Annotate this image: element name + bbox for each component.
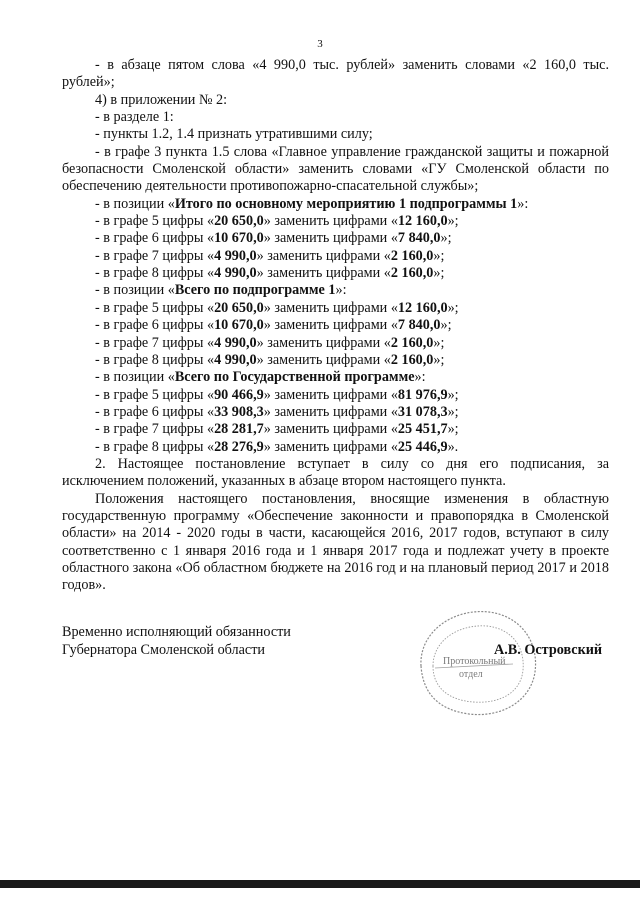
change-text: - в графе 7 цифры «: [95, 421, 215, 438]
change-text: » заменить цифрами «: [263, 403, 398, 420]
change-text: » заменить цифрами «: [263, 438, 398, 455]
change-text: - в графе 5 цифры «: [95, 386, 215, 403]
new-value: 31 078,3: [397, 403, 448, 420]
change-text: »;: [433, 247, 445, 264]
change-list-3: [62, 387, 609, 456]
stamp-text: отдел: [459, 669, 483, 680]
old-value: 90 466,9: [214, 386, 264, 403]
old-value: 4 990,0: [214, 265, 257, 282]
change-text: »;: [447, 421, 459, 438]
change-text: - в графе 6 цифры «: [95, 230, 215, 247]
change-line: [62, 387, 609, 404]
change-line: [62, 352, 609, 369]
new-value: 81 976,9: [397, 386, 448, 403]
official-stamp: [403, 602, 543, 720]
old-value: 4 990,0: [214, 247, 257, 264]
new-value: 7 840,0: [397, 317, 441, 334]
old-value: 33 908,3: [214, 403, 264, 420]
change-line: [62, 439, 609, 456]
change-text: » заменить цифрами «: [256, 334, 391, 351]
change-line: [62, 300, 609, 317]
old-value: 4 990,0: [214, 351, 257, 368]
change-line: [62, 317, 609, 334]
paragraph: рублей»;: [62, 74, 115, 91]
position-line: - в позиции «Всего по подпрограмме 1»:: [95, 282, 347, 299]
document-body: [62, 57, 609, 595]
old-value: 4 990,0: [214, 334, 257, 351]
old-value: 10 670,0: [214, 317, 264, 334]
change-text: » заменить цифрами «: [263, 421, 398, 438]
paragraph: - в разделе 1:: [95, 109, 174, 126]
change-line: [62, 248, 609, 265]
paragraph: - в абзаце пятом слова «4 990,0 тыс. рублей» заменить словами «2 160,0 тыс.: [95, 57, 609, 73]
change-text: ».: [447, 438, 459, 455]
paragraph: 2. Настоящее постановление вступает в силу со дня его подписания, за исключением положений, указанных в абзаце втором настоящего пункта.: [62, 455, 609, 490]
change-text: - в графе 8 цифры «: [95, 438, 215, 455]
new-value: 25 451,7: [397, 421, 448, 438]
change-text: »;: [447, 403, 459, 420]
position-name: Итого по основному мероприятию 1 подпрограммы 1: [174, 195, 518, 212]
change-text: »;: [440, 230, 452, 247]
change-line: [62, 213, 609, 230]
bottom-rule: [0, 880, 640, 888]
change-text: » заменить цифрами «: [256, 247, 391, 264]
change-line: [62, 404, 609, 421]
change-text: »;: [433, 334, 445, 351]
old-value: 28 281,7: [214, 421, 264, 438]
change-text: - в графе 7 цифры «: [95, 334, 215, 351]
change-text: » заменить цифрами «: [256, 265, 391, 282]
change-text: - в графе 5 цифры «: [95, 299, 215, 316]
change-text: » заменить цифрами «: [256, 351, 391, 368]
new-value: 12 160,0: [397, 299, 448, 316]
signature-title-line: Губернатора Смоленской области: [62, 641, 266, 658]
signatory-name: А.В. Островский: [494, 642, 603, 658]
change-line: [62, 230, 609, 247]
change-text: »;: [447, 213, 459, 230]
change-text: - в графе 8 цифры «: [95, 265, 215, 282]
change-text: - в графе 8 цифры «: [95, 351, 215, 368]
change-line: [62, 265, 609, 282]
change-text: » заменить цифрами «: [263, 317, 398, 334]
change-text: »;: [433, 265, 445, 282]
new-value: 7 840,0: [397, 230, 441, 247]
new-value: 2 160,0: [390, 334, 434, 351]
paragraph: 4) в приложении № 2:: [95, 91, 228, 108]
stamp-text: Протокольный: [443, 656, 506, 667]
new-value: 25 446,9: [397, 438, 448, 455]
change-text: »;: [447, 386, 459, 403]
change-line: [62, 335, 609, 352]
old-value: 10 670,0: [214, 230, 264, 247]
change-text: - в графе 5 цифры «: [95, 213, 215, 230]
change-text: » заменить цифрами «: [263, 299, 398, 316]
paragraph: - в графе 3 пункта 1.5 слова «Главное управление гражданской защиты и пожарной безопасности Смоленской области» заменить словами «ГУ Смоленской области по обеспечению деятельности противопожарно-спасательной службы»;: [62, 143, 609, 195]
change-list-2: [62, 300, 609, 369]
change-text: - в графе 6 цифры «: [95, 403, 215, 420]
position-name: Всего по подпрограмме 1: [174, 282, 336, 299]
new-value: 2 160,0: [390, 265, 434, 282]
old-value: 28 276,9: [214, 438, 264, 455]
old-value: 20 650,0: [214, 299, 264, 316]
change-list-1: [62, 213, 609, 282]
old-value: 20 650,0: [214, 213, 264, 230]
change-text: » заменить цифрами «: [263, 213, 398, 230]
page-number: 3: [317, 38, 323, 50]
change-text: »;: [433, 351, 445, 368]
change-text: - в графе 6 цифры «: [95, 317, 215, 334]
new-value: 12 160,0: [397, 213, 448, 230]
change-text: » заменить цифрами «: [263, 230, 398, 247]
change-text: »;: [440, 317, 452, 334]
position-line: - в позиции «Итого по основному мероприятию 1 подпрограммы 1»:: [95, 195, 529, 212]
change-text: »;: [447, 299, 459, 316]
change-line: [62, 421, 609, 438]
change-text: » заменить цифрами «: [263, 386, 398, 403]
change-text: - в графе 7 цифры «: [95, 247, 215, 264]
position-line: - в позиции «Всего по Государственной программе»:: [95, 369, 426, 386]
new-value: 2 160,0: [390, 247, 434, 264]
paragraph: - пункты 1.2, 1.4 признать утратившими силу;: [95, 126, 373, 143]
signature-title: [62, 624, 362, 659]
signature-title-line: Временно исполняющий обязанности: [62, 624, 291, 640]
paragraph: Положения настоящего постановления, вносящие изменения в областную государственную программу «Обеспечение законности и правопорядка в Смоленской области» на 2014 - 2020 годы в части, касающейся 2016, 2017 годов, вступают в силу соответственно с 1 января 2016 года и 1 января 2017 года и подлежат учету в проекте областного закона «Об областном бюджете на 2016 год и на плановый период 2017 и 2018 годов».: [62, 490, 609, 594]
new-value: 2 160,0: [390, 351, 434, 368]
position-name: Всего по Государственной программе: [174, 369, 415, 386]
